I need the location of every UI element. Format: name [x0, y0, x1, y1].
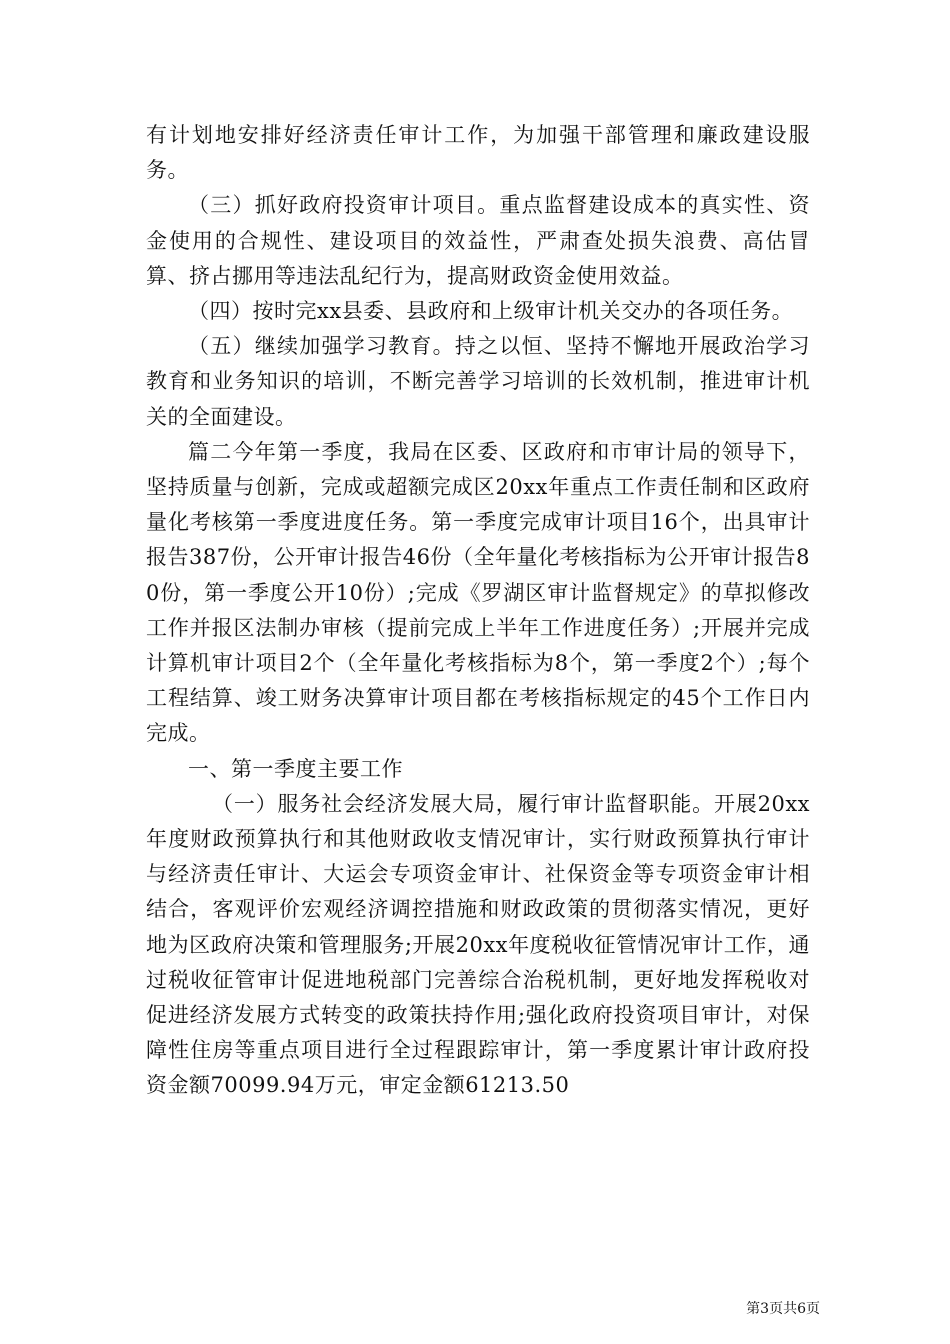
section-heading-one: 一、第一季度主要工作: [188, 756, 403, 781]
paragraph-item-three: （三）抓好政府投资审计项目。重点监督建设成本的真实性、资金使用的合规性、建设项目的效益性，严肃查处损失浪费、高估冒算、挤占挪用等违法乱纪行为，提高财政资金使用效益。: [146, 193, 810, 288]
document-body: [146, 118, 810, 1104]
paragraph-section-one-item-one: （一）服务社会经济发展大局，履行审计监督职能。开展20xx年度财政预算执行和其他财政收支情况审计，实行财政预算执行审计与经济责任审计、大运会专项资金审计、社保资金等专项资金审计相结合，客观评价宏观经济调控措施和财政政策的贯彻落实情况，更好地为区政府决策和管理服务;开展20xx年度税收征管情况审计工作，通过税收征管审计促进地税部门完善综合治税机制，更好地发挥税收对促进经济发展方式转变的政策扶持作用;强化政府投资项目审计，对保障性住房等重点项目进行全过程跟踪审计，第一季度累计审计政府投资金额70099.94万元，审定金额61213.50: [146, 791, 810, 1098]
paragraph-article-two: 篇二今年第一季度，我局在区委、区政府和市审计局的领导下，坚持质量与创新，完成或超额完成区20xx年重点工作责任制和区政府量化考核第一季度进度任务。第一季度完成审计项目16个，出具审计报告387份，公开审计报告46份（全年量化考核指标为公开审计报告80份，第一季度公开10份）;完成《罗湖区审计监督规定》的草拟修改工作并报区法制办审核（提前完成上半年工作进度任务）;开展并完成计算机审计项目2个（全年量化考核指标为8个，第一季度2个）;每个工程结算、竣工财务决算审计项目都在考核指标规定的45个工作日内完成。: [146, 439, 810, 746]
paragraph-continuation: 有计划地安排好经济责任审计工作，为加强干部管理和廉政建设服务。: [146, 123, 810, 183]
paragraph-item-five: （五）继续加强学习教育。持之以恒、坚持不懈地开展政治学习教育和业务知识的培训，不断完善学习培训的长效机制，推进审计机关的全面建设。: [146, 334, 810, 429]
paragraph-item-four: （四）按时完xx县委、县政府和上级审计机关交办的各项任务。: [188, 299, 794, 324]
page-number-footer: 第3页共6页: [746, 1301, 820, 1317]
